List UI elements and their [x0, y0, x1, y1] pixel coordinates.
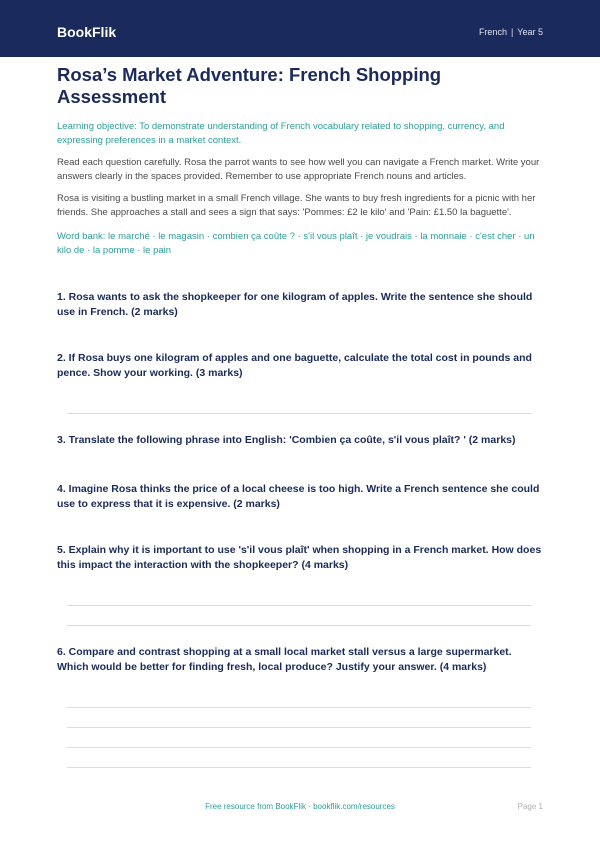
page-title: Rosa’s Market Adventure: French Shopping Assessment [57, 64, 442, 107]
answer-line[interactable] [67, 625, 531, 626]
answer-line[interactable] [67, 413, 531, 414]
year-label: Year 5 [517, 27, 543, 37]
answer-line[interactable] [67, 767, 531, 768]
page-header [0, 0, 600, 57]
question-6: 6. Compare and contrast shopping at a small local market stall versus a large supermarket. Which would be better for finding fresh, local produce? Justify your answer. (4 marks) [57, 646, 512, 673]
word-bank: Word bank: le marché · le magasin · combien ça coûte ? · s'il vous plaît · je voudrais · la monnaie · c'est cher · un kilo de · la pomme · le pain [57, 231, 535, 256]
subject-label: French [478, 27, 507, 37]
subject-year-label [479, 27, 543, 37]
answer-line[interactable] [67, 747, 531, 748]
answer-line[interactable] [67, 605, 531, 606]
question-5: 5. Explain why it is important to use 's'il vous plaît' when shopping in a French market. How does this impact the interaction with the shopkeeper? (4 marks) [57, 544, 542, 571]
page-number: Page 1 [517, 802, 543, 811]
separator: | [510, 27, 514, 37]
answer-line[interactable] [67, 707, 531, 708]
answer-line[interactable] [67, 727, 531, 728]
question-2: 2. If Rosa buys one kilogram of apples and one baguette, calculate the total cost in pounds and pence. Show your working. (3 marks) [57, 352, 532, 379]
learning-objective: Learning objective: To demonstrate understanding of French vocabulary related to shopping, currency, and expressing preferences in a market context. [57, 121, 505, 146]
brand-logo[interactable]: BookFlik [57, 24, 117, 40]
question-4: 4. Imagine Rosa thinks the price of a local cheese is too high. Write a French sentence she could use to express that it is expensive. (2 marks) [57, 483, 540, 510]
footer-source-link[interactable]: Free resource from BookFlik · bookflik.com/resources [205, 802, 395, 811]
question-1: 1. Rosa wants to ask the shopkeeper for one kilogram of apples. Write the sentence she should use in French. (2 marks) [57, 291, 533, 318]
scenario-text: Rosa is visiting a bustling market in a small French village. She wants to buy fresh ingredients for a picnic with her friends. She approaches a stall and sees a sign that says: 'Pommes: £2 le kilo' and 'Pain: £1.50 la baguette'. [57, 193, 536, 218]
instructions: Read each question carefully. Rosa the parrot wants to see how well you can navigate a French market. Write your answers clearly in the spaces provided. Remember to use appropriate French nouns and articles. [57, 157, 540, 182]
question-3: 3. Translate the following phrase into English: 'Combien ça coûte, s'il vous plaît? ' (2 marks) [57, 434, 516, 446]
intro-section [57, 64, 543, 258]
